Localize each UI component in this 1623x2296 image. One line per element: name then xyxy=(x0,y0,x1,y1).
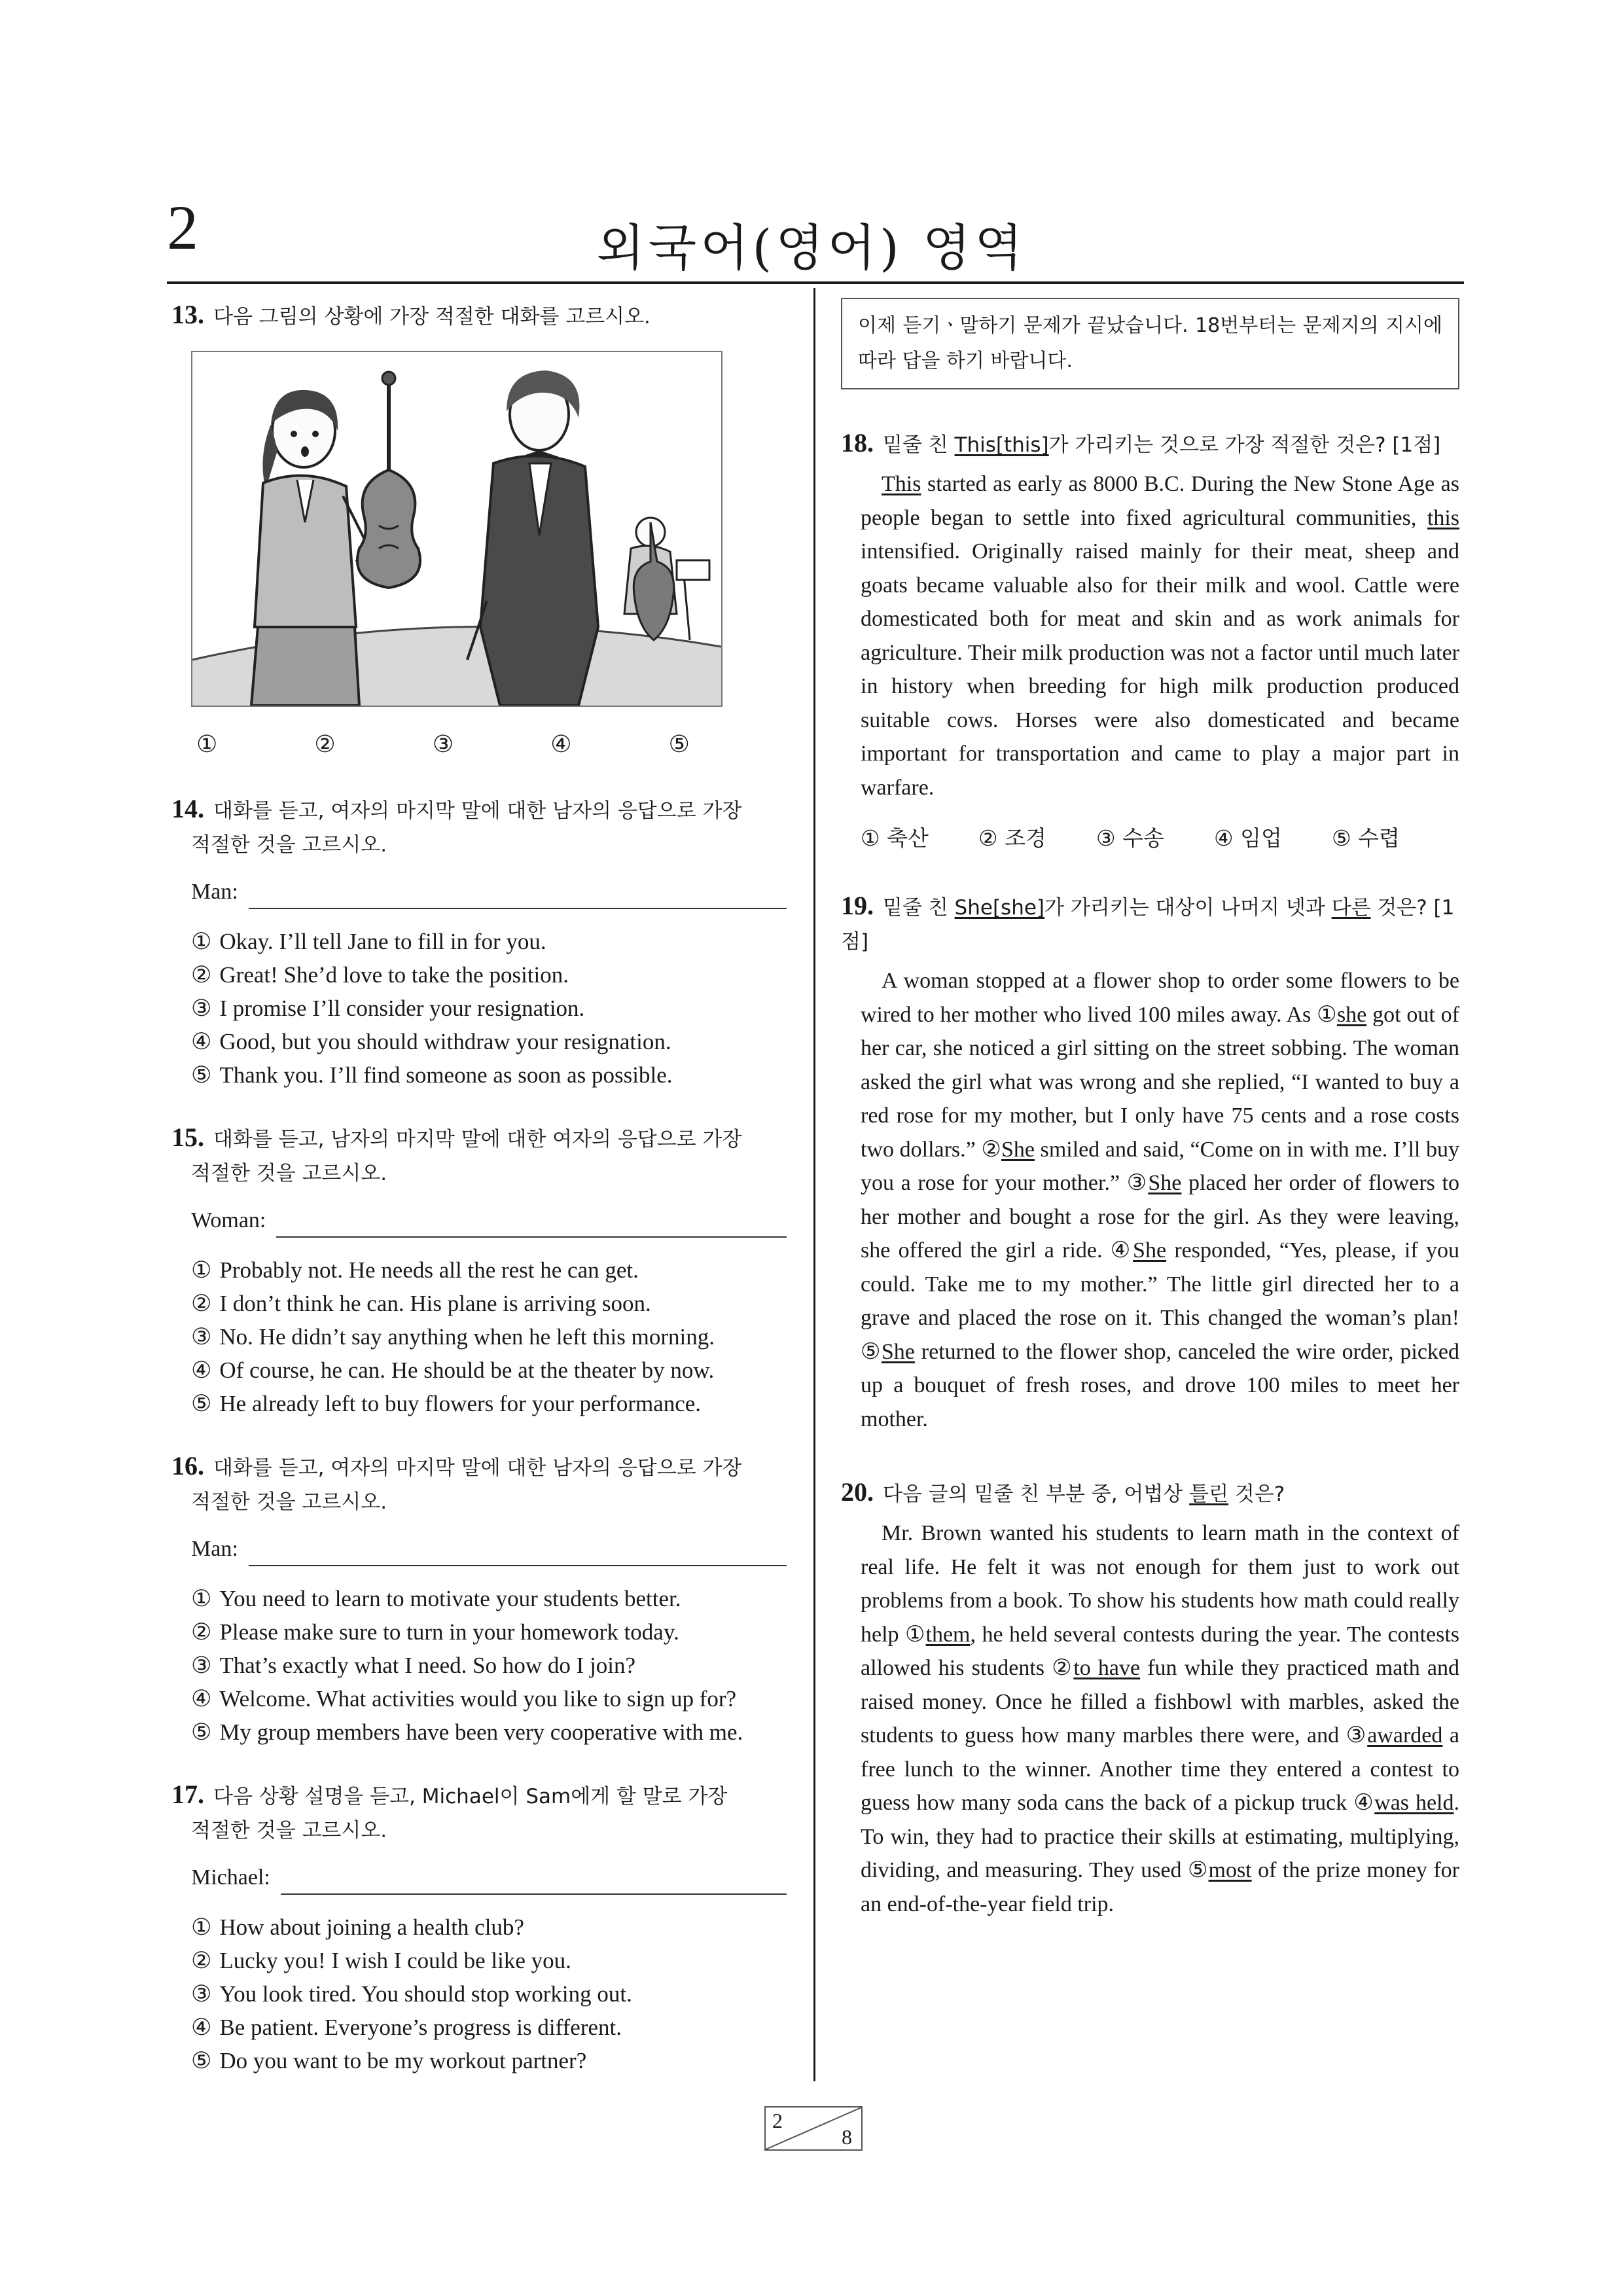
answer-option[interactable] xyxy=(191,1944,787,1977)
answer-option[interactable] xyxy=(191,925,787,958)
question-19 xyxy=(841,889,1459,1436)
underlined-word: She xyxy=(1148,1171,1182,1195)
underlined-word: This xyxy=(882,472,921,496)
option-marker: ④ xyxy=(191,1029,212,1054)
answer-line xyxy=(171,1532,787,1566)
option-marker: ① xyxy=(191,929,212,954)
column-divider xyxy=(813,288,815,2081)
passage-text: got out of her car, she noticed a girl sitting on the street sobbing. The woman asked the girl what was wrong and she replied, “I wanted to buy a red rose for my mother, but I only have 75 cents and a rose costs two dollars.” xyxy=(861,1002,1459,1162)
question-number: 16. xyxy=(171,1451,204,1480)
underlined-word: She xyxy=(1133,1238,1167,1263)
option-marker: ① xyxy=(191,1914,212,1940)
option-text: I don’t think he can. His plane is arriving soon. xyxy=(219,1291,651,1316)
question-number: 15. xyxy=(171,1122,204,1152)
instruction-text: 것은? xyxy=(1228,1482,1285,1506)
option-marker[interactable]: ② xyxy=(314,731,336,757)
option-text: Good, but you should withdraw your resignation. xyxy=(219,1029,671,1054)
right-column xyxy=(841,298,1459,1921)
underlined-word: this xyxy=(1427,505,1459,530)
speaker-label: Michael: xyxy=(191,1865,270,1890)
answer-option[interactable] xyxy=(191,2011,787,2044)
passage-text: responded, “Yes, please, if you could. Take me to my mother.” The little girl directed her to a grave and placed the rose on it. This changed the woman’s plan! xyxy=(861,1238,1459,1330)
page-title: 외국어(영어) 영역 xyxy=(596,219,1027,277)
passage-text: intensified. Originally raised mainly for their meat, sheep and goats became valuable also for their milk and wool. Cattle were domesticated both for meat and skin and as work animals for agriculture. Their milk production was not a factor until much later in history when breeding for high milk production produced suitable cows. Horses were also domesticated and became important for transportation and came to play a major part in warfare. xyxy=(861,539,1459,800)
option-text: Lucky you! I wish I could be like you. xyxy=(219,1948,571,1973)
left-column xyxy=(171,298,787,2077)
page-number: 2 xyxy=(167,192,198,262)
passage-text: a free lunch to the winner. Another time they entered a contest to guess how many soda cans the back of a pickup truck xyxy=(861,1723,1460,1815)
underlined-word: awarded xyxy=(1367,1723,1443,1748)
answer-option[interactable] xyxy=(191,1253,787,1287)
answer-option[interactable] xyxy=(191,2044,787,2077)
instruction-underlined: This[this] xyxy=(954,433,1049,457)
violin-figure xyxy=(357,372,420,588)
answer-option[interactable] xyxy=(191,1682,787,1715)
page-indicator xyxy=(764,2106,863,2151)
option-text: Do you want to be my workout partner? xyxy=(219,2048,587,2073)
option-marker[interactable]: ⑤ xyxy=(668,731,690,757)
option-marker: ① xyxy=(191,1586,212,1611)
instruction-text: 밑줄 친 xyxy=(883,896,955,920)
option-marker: ② xyxy=(191,962,212,988)
question-number: 14. xyxy=(171,794,204,823)
question-14-heading xyxy=(171,792,787,828)
answer-line xyxy=(171,875,787,909)
option-marker: ④ xyxy=(191,1357,212,1383)
option-marker: ⑤ xyxy=(191,1719,212,1745)
passage-text: returned to the flower shop, canceled the wire order, picked up a bouquet of fresh roses, and drove 100 miles to meet her mother. xyxy=(861,1339,1459,1431)
underlined-word: to have xyxy=(1073,1656,1141,1680)
current-page: 2 xyxy=(772,2109,783,2132)
choice-marker: ② xyxy=(981,1137,1001,1162)
instruction-underlined: She[she] xyxy=(954,896,1045,920)
answer-options xyxy=(171,925,787,1092)
option-text: Of course, he can. He should be at the theater by now. xyxy=(219,1357,715,1383)
option-text: No. He didn’t say anything when he left this morning. xyxy=(219,1324,715,1350)
option-text: He already left to buy flowers for your performance. xyxy=(219,1391,702,1416)
instruction-text: 다음 글의 밑줄 친 부분 중, 어법상 xyxy=(883,1482,1190,1506)
answer-option[interactable] xyxy=(191,1715,787,1749)
question-number: 13. xyxy=(171,300,204,329)
underlined-word: most xyxy=(1208,1858,1252,1882)
question-13-heading xyxy=(171,298,787,334)
answer-choice[interactable]: ④ 임업 xyxy=(1214,825,1282,851)
passage-text: smiled and said, “Come on in with me. I’ll buy you a rose for your mother.” xyxy=(861,1137,1459,1195)
question-instruction: 다음 상황 설명을 듣고, Michael이 Sam에게 할 말로 가장 xyxy=(213,1785,728,1808)
passage-text: , he held several contests during the year. The contests allowed his students xyxy=(861,1622,1459,1680)
answer-blank xyxy=(281,1869,787,1895)
choice-marker: ① xyxy=(1317,1002,1337,1027)
option-marker: ⑤ xyxy=(191,1062,212,1088)
question-number: 17. xyxy=(171,1780,204,1809)
answer-option[interactable] xyxy=(191,1615,787,1649)
instruction-underlined: 다른 xyxy=(1331,896,1371,920)
answer-options xyxy=(171,1582,787,1749)
option-marker: ⑤ xyxy=(191,1391,212,1416)
passage-text: Mr. Brown wanted his students to learn math in the context of real life. He felt it was not enough for them just to work out problems from a book. To show his students how math could really help xyxy=(861,1521,1459,1647)
option-marker[interactable]: ④ xyxy=(550,731,572,757)
option-text: I promise I’ll consider your resignation. xyxy=(219,996,585,1021)
question-instruction: 대화를 듣고, 여자의 마지막 말에 대한 남자의 응답으로 가장 xyxy=(213,799,742,823)
question-instruction: 대화를 듣고, 남자의 마지막 말에 대한 여자의 응답으로 가장 xyxy=(213,1128,742,1151)
instruction-text: 밑줄 친 xyxy=(883,433,955,457)
question-number: 19. xyxy=(841,891,874,920)
passage xyxy=(841,467,1459,804)
choice-marker: ⑤ xyxy=(1188,1858,1209,1882)
speaker-label: Man: xyxy=(191,1537,238,1561)
passage-text: . To win, they had to practice their skills at estimating, multiplying, dividing, and measuring. They used xyxy=(861,1791,1459,1882)
choice-marker: ③ xyxy=(1346,1723,1368,1748)
option-text: Thank you. I’ll find someone as soon as possible. xyxy=(219,1062,673,1088)
choice-marker: ⑤ xyxy=(861,1339,882,1364)
question-20 xyxy=(841,1475,1459,1921)
option-marker[interactable]: ① xyxy=(196,731,218,757)
answer-blank xyxy=(249,1540,787,1566)
answer-choices xyxy=(841,821,1459,852)
answer-choice[interactable]: ① 축산 xyxy=(861,825,929,851)
answer-option[interactable] xyxy=(191,958,787,992)
option-text: You need to learn to motivate your students better. xyxy=(219,1586,681,1611)
answer-option[interactable] xyxy=(191,1354,787,1387)
choice-marker: ① xyxy=(905,1622,926,1647)
concert-illustration xyxy=(191,351,722,707)
passage-text: of the prize money for an end-of-the-year field trip. xyxy=(861,1858,1460,1916)
option-text: You look tired. You should stop working out. xyxy=(219,1981,632,2007)
passage-text: started as early as 8000 B.C. During the New Stone Age as people began to settle into fixed agricultural communities, xyxy=(861,472,1459,530)
question-number: 20. xyxy=(841,1477,874,1507)
answer-options xyxy=(171,1253,787,1420)
section-notice: 이제 듣기ㆍ말하기 문제가 끝났습니다. 18번부터는 문제지의 지시에 따라 답을 하기 바랍니다. xyxy=(841,298,1459,389)
passage-text: placed her order of flowers to her mother and bought a rose for the girl. As they were leaving, she offered the girl a ride. xyxy=(861,1171,1459,1263)
question-17-heading xyxy=(171,1778,787,1814)
question-instruction-cont: 적절한 것을 고르시오. xyxy=(191,833,387,857)
passage xyxy=(841,1516,1459,1921)
option-text: Please make sure to turn in your homework today. xyxy=(219,1619,679,1645)
question-instruction: 다음 그림의 상황에 가장 적절한 대화를 고르시오. xyxy=(213,305,651,329)
question-number: 18. xyxy=(841,428,874,457)
instruction-text: 가 가리키는 것으로 가장 적절한 것은? [1점] xyxy=(1048,433,1441,457)
option-marker: ① xyxy=(191,1257,212,1283)
answer-blank xyxy=(249,883,787,909)
option-marker[interactable]: ③ xyxy=(432,731,454,757)
option-marker: ② xyxy=(191,1291,212,1316)
header-rule xyxy=(167,281,1464,284)
instruction-text: 가 가리키는 대상이 나머지 넷과 xyxy=(1044,896,1332,920)
option-marker: ⑤ xyxy=(191,2048,212,2073)
answer-option[interactable] xyxy=(191,1287,787,1320)
option-marker: ③ xyxy=(191,1653,212,1678)
answer-line xyxy=(171,1204,787,1238)
total-pages: 8 xyxy=(842,2125,852,2149)
answer-choice[interactable]: ③ 수송 xyxy=(1096,825,1164,851)
man-figure xyxy=(467,370,598,706)
option-marker: ④ xyxy=(191,1686,212,1712)
option-text: My group members have been very cooperative with me. xyxy=(219,1719,743,1745)
speaker-label: Man: xyxy=(191,880,238,904)
answer-option[interactable] xyxy=(191,1320,787,1354)
underlined-word: them xyxy=(925,1622,971,1647)
option-text: Welcome. What activities would you like to sign up for? xyxy=(219,1686,737,1712)
question-14 xyxy=(171,792,787,1092)
answer-option[interactable] xyxy=(191,1025,787,1058)
choice-marker: ④ xyxy=(1110,1238,1133,1263)
option-text: How about joining a health club? xyxy=(219,1914,524,1940)
passage xyxy=(841,964,1459,1436)
answer-option[interactable] xyxy=(191,1910,787,1944)
choice-marker: ② xyxy=(1052,1656,1074,1680)
illustration-drawing xyxy=(192,352,721,706)
option-marker: ④ xyxy=(191,2015,212,2040)
speaker-label: Woman: xyxy=(191,1208,266,1232)
option-text: That’s exactly what I need. So how do I join? xyxy=(219,1653,636,1678)
option-marker: ③ xyxy=(191,1981,212,2007)
question-19-heading xyxy=(841,889,1459,959)
answer-option[interactable] xyxy=(191,1582,787,1615)
question-18 xyxy=(841,426,1459,852)
cellist-figure xyxy=(624,518,709,640)
option-text: Probably not. He needs all the rest he can get. xyxy=(219,1257,639,1283)
underlined-word: She xyxy=(1001,1137,1035,1162)
option-marker: ② xyxy=(191,1948,212,1973)
question-18-heading xyxy=(841,426,1459,462)
illustration-options xyxy=(196,730,787,758)
instruction-text: 것은? [1점] xyxy=(841,896,1455,954)
answer-option[interactable] xyxy=(191,1387,787,1420)
question-20-heading xyxy=(841,1475,1459,1511)
option-text: Great! She’d love to take the position. xyxy=(219,962,569,988)
answer-line xyxy=(171,1861,787,1895)
question-16 xyxy=(171,1449,787,1749)
question-16-heading xyxy=(171,1449,787,1485)
question-instruction: 대화를 듣고, 여자의 마지막 말에 대한 남자의 응답으로 가장 xyxy=(213,1456,742,1480)
question-instruction-cont: 적절한 것을 고르시오. xyxy=(191,1490,387,1514)
answer-option[interactable] xyxy=(191,1977,787,2011)
answer-option[interactable] xyxy=(191,1058,787,1092)
question-15 xyxy=(171,1121,787,1420)
underlined-word: She xyxy=(881,1339,915,1364)
choice-marker: ④ xyxy=(1353,1791,1375,1815)
option-marker: ③ xyxy=(191,996,212,1021)
underlined-word: she xyxy=(1336,1002,1367,1027)
option-text: Okay. I’ll tell Jane to fill in for you. xyxy=(219,929,546,954)
passage-text: fun while they practiced math and raised money. Once he filled a fishbowl with marbles, asked the students to guess how many marbles there were, and xyxy=(861,1656,1459,1748)
choice-marker: ③ xyxy=(1126,1171,1149,1195)
instruction-underlined: 틀린 xyxy=(1189,1482,1229,1506)
option-marker: ③ xyxy=(191,1324,212,1350)
answer-choice[interactable]: ⑤ 수렵 xyxy=(1332,825,1400,851)
passage-text: A woman stopped at a flower shop to order some flowers to be wired to her mother who lived 100 miles away. As xyxy=(861,969,1459,1027)
option-marker: ② xyxy=(191,1619,212,1645)
question-15-heading xyxy=(171,1121,787,1157)
question-13 xyxy=(171,298,787,758)
answer-option[interactable] xyxy=(191,1649,787,1682)
woman-figure xyxy=(251,390,369,706)
answer-option[interactable] xyxy=(191,992,787,1025)
answer-options xyxy=(171,1910,787,2077)
answer-choice[interactable]: ② 조경 xyxy=(978,825,1046,851)
question-instruction-cont: 적절한 것을 고르시오. xyxy=(191,1162,387,1185)
option-text: Be patient. Everyone’s progress is different. xyxy=(219,2015,622,2040)
answer-blank xyxy=(276,1211,787,1238)
question-17 xyxy=(171,1778,787,2077)
question-instruction-cont: 적절한 것을 고르시오. xyxy=(191,1819,387,1842)
underlined-word: was held xyxy=(1374,1791,1454,1815)
